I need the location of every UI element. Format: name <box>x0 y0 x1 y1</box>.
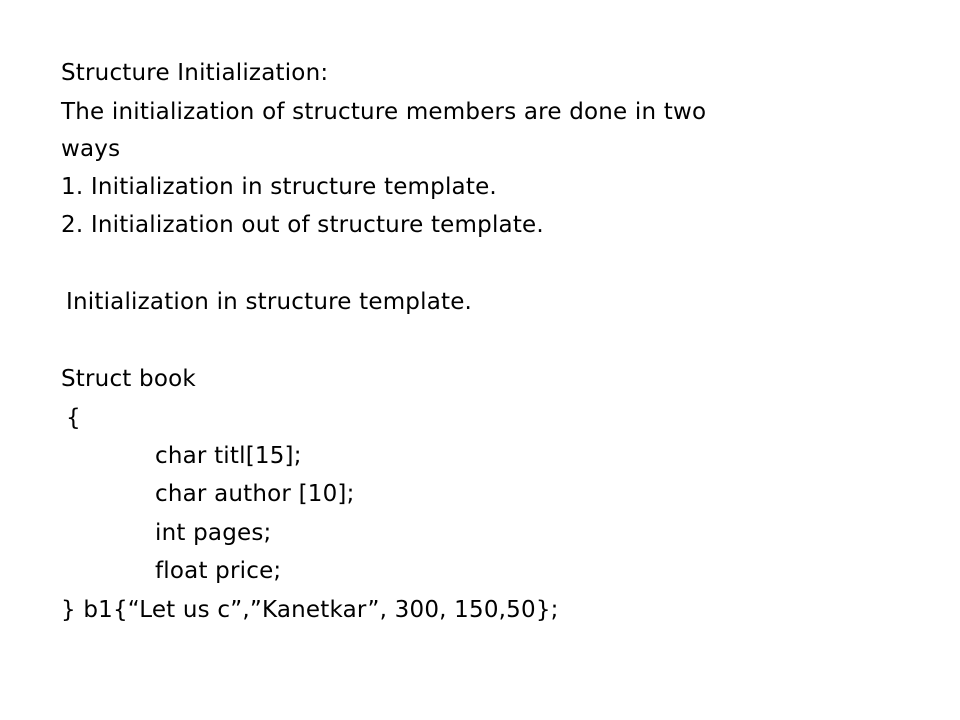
way-item-1: 1. Initialization in structure template. <box>61 174 497 200</box>
code-member-author: char author [10]; <box>155 481 355 507</box>
code-member-price: float price; <box>155 558 282 584</box>
code-member-title: char titl[15]; <box>155 443 302 469</box>
subheading: Initialization in structure template. <box>66 289 473 315</box>
intro-text-line-1: The initialization of structure members are done in two <box>61 99 707 125</box>
code-closing-initializer: } b1{“Let us c”,”Kanetkar”, 300, 150,50}; <box>61 597 559 623</box>
intro-text-line-2: ways <box>61 136 121 162</box>
code-member-pages: int pages; <box>155 520 272 546</box>
code-struct-declaration: Struct book <box>61 366 196 392</box>
slide-heading: Structure Initialization: <box>61 60 329 86</box>
code-open-brace: { <box>66 405 81 431</box>
way-item-2: 2. Initialization out of structure template. <box>61 212 544 238</box>
